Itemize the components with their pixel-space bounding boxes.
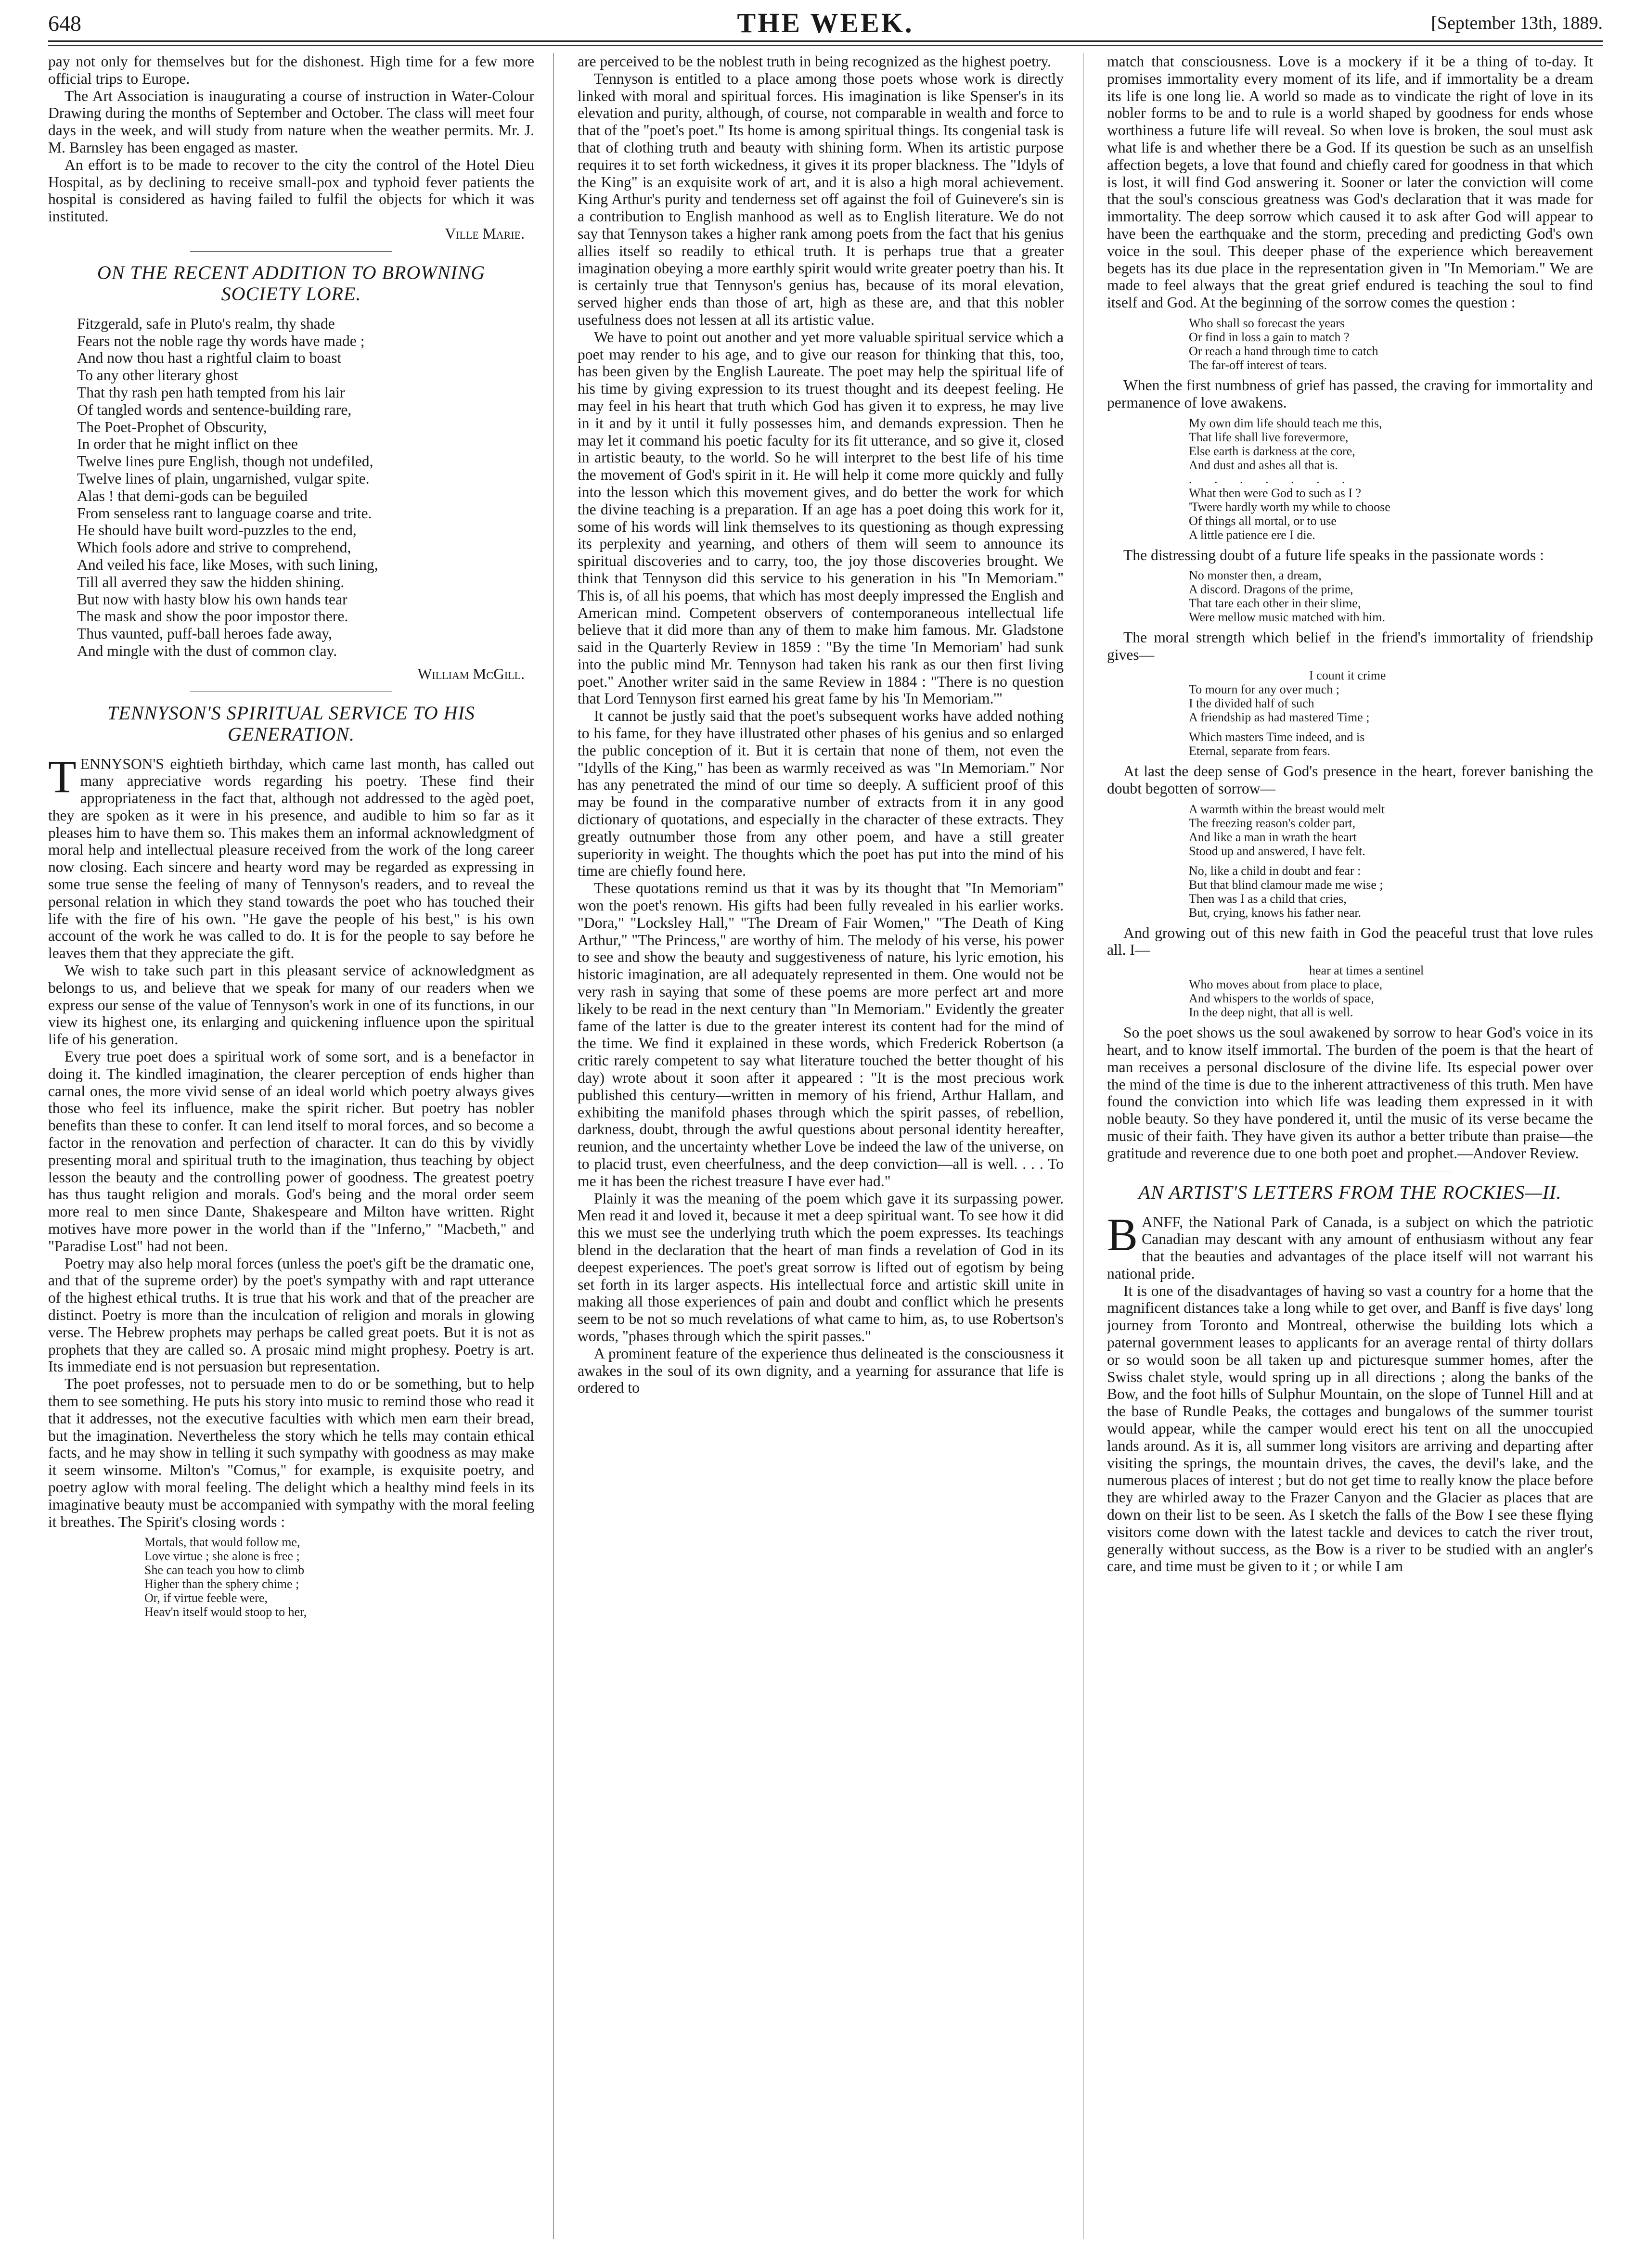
quote-line: A friendship as had mastered Time ; bbox=[1189, 710, 1370, 724]
paragraph: It cannot be justly said that the poet's subsequent works have added nothing to his fame, for they have illustrated other phases of his genius and so enlarged the public conception of it. But it is certain that none of them, not even the "Idylls of the King," has been as warmly received as was "In Memoriam." Nor has any penetrated the mind of our time so deeply. A sufficient proof of this may be found in the comparative number of extracts from it in any good dictionary of quotations, and especially in the character of these extracts. They greatly outnumber those from any other poem, and have a still greater superiority in weight. The thoughts which the poet has put into the mind of his time are chiefly found here. bbox=[578, 707, 1064, 880]
paragraph: It is one of the disadvantages of having so vast a country for a home that the magnificent distances take a long while to get over, and Banff is five days' long journey from Toronto and Montreal, otherwise the building lots which a paternal government leases to applicants for an average rental of thirty dollars or so would soon be all taken up and picturesque summer homes, after the Swiss chalet style, would spring up in all directions ; along the banks of the Bow, and the foot hills of Sulphur Mountain, on the slope of Tunnel Hill and at the base of Rundle Peaks, the cottages and bungalows of the summer tourist would appear, while the camper would erect his tent on all the unoccupied lands around. As it is, all summer long visitors are arriving and departing after visiting the springs, the mountain drives, the caves, the devil's lake, and the numerous places of interest ; but do not get time to really know the place before they are whirled away to the Frazer Canyon and the Glacier as places that are down on their list to be seen. As I sketch the falls of the Bow I see these flying visitors come down with the latest tackle and devices to catch the river trout, generally without success, as the Bow is a river to be studied with an angler's care, and time must be given to it ; or while I am bbox=[1107, 1282, 1593, 1575]
ellipsis-row: . . . . . . . bbox=[1189, 472, 1355, 486]
quotation bbox=[1189, 802, 1593, 920]
quote-line: The far-off interest of tears. bbox=[1189, 358, 1327, 372]
paragraph: We have to point out another and yet more valuable spiritual service which a poet may render to his age, and to give our reason for thinking that this, too, has been given by the English Laureate. The poet may help the spiritual life of his time by giving expression to its truest thought and its deepest feeling. He may feel in his heart that truth which God has given it to express, he may live in it and by it until it fully possesses him, and demands expression. Then he may let it command his poetic faculty for its fit utterance, and so give it, closed in artistic beauty, to the world. So he will interpret to the best life of his time the movement of God's spirit in it. He will help it come more quickly and fully into the lesson which this movement gives, and do better the work for which the divine teaching is a preparation. If an age has a poet doing this work for it, some of his words will link themselves to its questioning as though expressing its perplexity and yearning, and others of them will seem to announce its spiritual discoveries and to carry, too, the joy those discoveries brought. We think that Tennyson did this service to his generation in his "In Memoriam." This is, of all his poems, that which has most deeply impressed the English and American mind. Competent observers of contemporaneous intellectual life believe that it did more than any of them to make him famous. Mr. Gladstone said in the Quarterly Review in 1859 : "By the time 'In Memoriam' had sunk into the public mind Mr. Tennyson had taken his rank as our then first living poet." Another writer said in the same Review in 1884 : "There is no question that Lord Tennyson first earned his great fame by his 'In Memoriam.'" bbox=[578, 328, 1064, 707]
poem-line: In order that he might inflict on thee bbox=[77, 436, 298, 453]
paragraph bbox=[48, 750, 534, 962]
quote-line: Then was I as a child that cries, bbox=[1189, 891, 1347, 906]
quote-line: No, like a child in doubt and fear : bbox=[1189, 863, 1361, 878]
paragraph: These quotations remind us that it was by its thought that "In Memoriam" won the poet's renown. His gifts had been fully revealed in his earlier works. "Dora," "Locksley Hall," "The Dream of Fair Women," "The Death of King Arthur," "The Princess," are worthy of him. The melody of his verse, his power to see and show the beauty and suggestiveness of nature, his lyric emotion, his historic imagination, are all adequately represented in them. One would not be very rash in saying that some of these poems are more perfect art and more likely to be read in the next century than "In Memoriam." Evidently the greater fame of the latter is due to the greater interest its content had for the mind of the time. We find it explained in these words, which Frederick Robertson (a critic rarely competent to say what literature touched the better thought of his day) wrote about it soon after it appeared : "It is the most precious work published this century—written in memory of his friend, Arthur Hallam, and exhibiting the manifold phases through which the spirit passes, of rebellion, darkness, doubt, through the awful questions about personal identity hereafter, reunion, and the uncertainty whether Love be indeed the law of the universe, on to placid trust, even cheerfulness, and the deep conviction—all is well. . . . To me it has been the richest treasure I have ever had." bbox=[578, 880, 1064, 1190]
paragraph: A prominent feature of the experience thus delineated is the consciousness it awakes in the soul of its own dignity, and a yearning for assurance that life is ordered to bbox=[578, 1345, 1064, 1397]
quote-line: Love virtue ; she alone is free ; bbox=[144, 1549, 300, 1563]
poem-line: The mask and show the poor impostor there. bbox=[77, 608, 348, 625]
quote-line: That tare each other in their slime, bbox=[1189, 596, 1361, 611]
quotation bbox=[1189, 668, 1593, 758]
poem-line: From senseless rant to language coarse and trite. bbox=[77, 504, 372, 522]
paragraph: At last the deep sense of God's presence in the heart, forever banishing the doubt begotten of sorrow— bbox=[1107, 762, 1593, 797]
poem-line: That thy rash pen hath tempted from his lair bbox=[77, 384, 345, 401]
paragraph: An effort is to be made to recover to the city the control of the Hotel Dieu Hospital, as by declining to receive small-pox and typhoid fever patients the hospital is considered as having failed to fulfil the objects for which it was instituted. bbox=[48, 156, 534, 225]
paragraph: The distressing doubt of a future life speaks in the passionate words : bbox=[1123, 546, 1544, 564]
page-number: 648 bbox=[48, 11, 81, 36]
quote-line: The freezing reason's colder part, bbox=[1189, 816, 1356, 830]
quote-line: What then were God to such as I ? bbox=[1189, 486, 1362, 500]
paragraph bbox=[1107, 1208, 1593, 1282]
column-divider bbox=[553, 53, 554, 2239]
column-1 bbox=[48, 53, 534, 2249]
paragraph-text: ANFF, the National Park of Canada, is a subject on which the patriotic Canadian may descant with any amount of enthusiasm without any fear that the beauties and advantages of the place itself will not warrant his national pride. bbox=[1107, 1213, 1593, 1282]
page-header bbox=[48, 7, 1603, 40]
paragraph: When the first numbness of grief has passed, the craving for immortality and permanence of love awakens. bbox=[1107, 376, 1593, 411]
quotation bbox=[1189, 963, 1593, 1019]
signature: Ville Marie. bbox=[445, 225, 525, 242]
poem-line: Fears not the noble rage thy words have made ; bbox=[77, 332, 365, 349]
separator bbox=[190, 251, 392, 252]
poem-line: Alas ! that demi-gods can be beguiled bbox=[77, 487, 308, 504]
quote-line: Which masters Time indeed, and is bbox=[1189, 730, 1365, 744]
paragraph: match that consciousness. Love is a mockery if it be a thing of to-day. It promises immortality every moment of its life, and if immortality be a dream its life is one long lie. A world so made as to vindicate the right of love in its nobler forms to be and to rule is a world shaped by goodness for ends whose worthiness a future life will reveal. So when love is broken, the soul must ask what life is and whether there be a God. If its question be such as an unselfish affection begets, a love that found and chiefly cared for goodness in that which is lost, it will find God answering it. Sooner or later the conviction will come that the soul's conscious greatness was God's declaration that it was made for immortality. The deep sorrow which caused it to ask after God will appear to have been the earthquake and the storm, preceding and predicting God's own voice in the soul. This deeper phase of the experience which bereavement begets has its due place in the representation given in "In Memoriam." We are made to feel always that the great grief endured is teaching the soul to find itself and God. At the beginning of the sorrow comes the question : bbox=[1107, 53, 1593, 311]
quote-line: But that blind clamour made me wise ; bbox=[1189, 877, 1383, 892]
paragraph: The poet professes, not to persuade men to do or be something, but to help them to see something. He puts his story into music to remind those who read it that it addresses, not the executive faculties with which men earn their bread, but the imagination. Nevertheless the story which he tells may contain ethical facts, and he may show in telling it such sympathy with goodness as may make it seem winsome. Milton's "Comus," for example, is exquisite poetry, and poetry aglow with moral feeling. The delight which a healthy mind feels in its imaginative beauty must be accompanied with sympathy with the moral feeling it breathes. The Spirit's closing words : bbox=[48, 1375, 534, 1530]
quote-line: She can teach you how to climb bbox=[144, 1563, 305, 1577]
drop-cap: B bbox=[1107, 1208, 1138, 1260]
quotation bbox=[1189, 416, 1593, 542]
poem-line: Which fools adore and strive to comprehend, bbox=[77, 539, 351, 556]
paragraph: The moral strength which belief in the friend's immortality of friendship gives— bbox=[1107, 629, 1593, 664]
poem bbox=[77, 315, 534, 660]
quote-line: A discord. Dragons of the prime, bbox=[1189, 582, 1353, 597]
paragraph: Every true poet does a spiritual work of some sort, and is a benefactor in doing it. The kindled imagination, the clearer perception of ends higher than carnal ones, the more vivid sense of an ideal world which poetry always gives those who feel its influence, make the spirit richer. But poetry has nobler benefits than these to confer. It can lend itself to moral forces, and so become a factor in the renovation and perfection of character. It can do this by vividly presenting moral and spiritual truth to the imagination, thus teaching by object lesson the beauty and the controlling power of goodness. The greatest poetry has thus taught religion and morals. God's being and the moral order seem more real to men since Dante, Shakespeare and Milton have written. Right motives have more power in the world than if the "Inferno," "Macbeth," and "Paradise Lost" had not been. bbox=[48, 1048, 534, 1255]
quote-line: Else earth is darkness at the core, bbox=[1189, 444, 1355, 458]
header-rule-thin bbox=[48, 45, 1603, 46]
issue-date: [September 13th, 1889. bbox=[1431, 13, 1603, 33]
paragraph: Plainly it was the meaning of the poem which gave it its surpassing power. Men read it and loved it, because it met a deep spiritual want. To see how it did this we must see the underlying truth which the poem expresses. Its teachings blend in the declaration that the heart of man finds a revelation of God in its deepest experiences. The poet's great sorrow is lifted out of egotism by being set forth in its larger aspects. His intellectual force and artistic skill unite in making all those experiences of pain and doubt and conflict which he presents seem to be not so much revelations of what came to him, as, to use Robertson's words, "phases through which the spirit passes." bbox=[578, 1190, 1064, 1345]
quote-line: Of things all mortal, or to use bbox=[1189, 513, 1337, 528]
poem-line: And now thou hast a rightful claim to boast bbox=[77, 349, 342, 367]
quote-line: No monster then, a dream, bbox=[1189, 568, 1322, 583]
poem-line: He should have built word-puzzles to the end, bbox=[77, 522, 357, 539]
quotation bbox=[144, 1535, 534, 1619]
paragraph: are perceived to be the noblest truth in being recognized as the highest poetry. bbox=[578, 53, 1052, 70]
article-heading: ON THE RECENT ADDITION TO BROWNING SOCIETY LORE. bbox=[97, 261, 486, 305]
stanza-gap bbox=[1189, 724, 1593, 730]
quote-line: Heav'n itself would stoop to her, bbox=[144, 1605, 307, 1619]
poem-line: To any other literary ghost bbox=[77, 367, 238, 384]
quote-line: Or, if virtue feeble were, bbox=[144, 1591, 268, 1605]
article-heading: AN ARTIST'S LETTERS FROM THE ROCKIES—II. bbox=[1138, 1181, 1562, 1203]
poem-line: But now with hasty blow his own hands tear bbox=[77, 590, 347, 608]
quote-line: To mourn for any over much ; bbox=[1189, 682, 1339, 696]
quote-line: I count it crime bbox=[1309, 668, 1386, 682]
quote-line: I the divided half of such bbox=[1189, 696, 1314, 710]
poem-line: Fitzgerald, safe in Pluto's realm, thy shade bbox=[77, 315, 335, 332]
poem-line: Thus vaunted, puff-ball heroes fade away, bbox=[77, 625, 332, 642]
paragraph: The Art Association is inaugurating a course of instruction in Water-Colour Drawing during the months of September and October. The class will meet four days in the week, and will study from nature when the weather permits. Mr. J. M. Barnsley has been engaged as master. bbox=[48, 87, 534, 156]
quotation bbox=[1189, 316, 1593, 372]
poem-line: Till all averred they saw the hidden shining. bbox=[77, 573, 345, 590]
poem-line: And veiled his face, like Moses, with such lining, bbox=[77, 556, 378, 573]
paragraph: And growing out of this new faith in God the peaceful trust that love rules all. I— bbox=[1107, 924, 1593, 959]
quote-line: Or find in loss a gain to match ? bbox=[1189, 330, 1350, 344]
quote-line: Who moves about from place to place, bbox=[1189, 977, 1383, 992]
paragraph: We wish to take such part in this pleasant service of acknowledgment as belongs to us, and believe that we speak for many of our readers when we express our sense of the value of Tennyson's work in one of its functions, in our view its highest one, its enlarging and quickening influence upon the spiritual life of his generation. bbox=[48, 962, 534, 1048]
quote-line: My own dim life should teach me this, bbox=[1189, 416, 1382, 430]
quote-line: And dust and ashes all that is. bbox=[1189, 458, 1338, 472]
poem-line: Of tangled words and sentence-building rare, bbox=[77, 401, 352, 418]
drop-cap: T bbox=[48, 750, 77, 802]
quote-line: A little patience ere I die. bbox=[1189, 527, 1315, 542]
poem-line: Twelve lines of plain, ungarnished, vulgar spite. bbox=[77, 470, 370, 487]
paragraph: pay not only for themselves but for the dishonest. High time for a few more official trips to Europe. bbox=[48, 53, 534, 87]
newspaper-title: THE WEEK. bbox=[737, 7, 914, 38]
quote-line: hear at times a sentinel bbox=[1309, 963, 1424, 978]
poem-line: Twelve lines pure English, though not undefiled, bbox=[77, 453, 373, 470]
poem-line: And mingle with the dust of common clay. bbox=[77, 642, 337, 659]
quote-line: Were mellow music matched with him. bbox=[1189, 610, 1386, 625]
quote-line: A warmth within the breast would melt bbox=[1189, 802, 1385, 816]
article-heading: TENNYSON'S SPIRITUAL SERVICE TO HIS GENERATION. bbox=[107, 702, 475, 745]
column-2 bbox=[578, 53, 1064, 2249]
quote-line: But, crying, knows his father near. bbox=[1189, 905, 1362, 920]
quote-line: In the deep night, that all is well. bbox=[1189, 1005, 1353, 1020]
quote-line: And whispers to the worlds of space, bbox=[1189, 991, 1374, 1006]
quote-line: Stood up and answered, I have felt. bbox=[1189, 844, 1365, 858]
signature: William McGill. bbox=[417, 665, 525, 682]
quote-line: Who shall so forecast the years bbox=[1189, 316, 1345, 330]
quote-line: Mortals, that would follow me, bbox=[144, 1535, 300, 1550]
paragraph: So the poet shows us the soul awakened by sorrow to hear God's voice in its heart, and to know itself immortal. The burden of the poem is that the heart of man receives a personal disclosure of the divine life. Its especial power over the mind of the time is due to the inherent attractiveness of this truth. Men have found the conviction into which life was leading them expressed in it with noble beauty. So they have pondered it, until the music of its verse became the music of their faith. They have given its author a better tribute than praise—the gratitude and reverence due to one both poet and prophet.—Andover Review. bbox=[1107, 1024, 1593, 1162]
paragraph: Tennyson is entitled to a place among those poets whose work is directly linked with moral and spiritual forces. His imagination is like Spenser's in its elevation and purity, although, of course, not comparable in wealth and force to that of the "poet's poet." Its home is among spiritual things. Its congenial task is that of clothing truth and beauty with shining form. When its artistic purpose requires it to set forth wickedness, it gives it its proper blackness. The "Idyls of the King" is an exquisite work of art, and it is also a high moral achievement. King Arthur's purity and tenderness set off against the foil of Guinevere's sin is a contribution to English manhood as well as to English literature. We do not say that Tennyson takes a higher rank among poets from the fact that his genius allies itself so readily to ethical truth. It is perhaps true that a greater imagination obeying a more earthly spirit would write greater poetry than his. It is certainly true that Tennyson's genius has, because of its moral elevation, served higher ends than those of art, high as these are, and that this nobler usefulness does not lessen at all its artistic value. bbox=[578, 70, 1064, 328]
quote-line: That life shall live forevermore, bbox=[1189, 430, 1349, 444]
header-rule bbox=[48, 40, 1603, 42]
quote-line: Higher than the sphery chime ; bbox=[144, 1577, 299, 1591]
paragraph-text: ENNYSON'S eightieth birthday, which came last month, has called out many appreciative words regarding his poetry. These find their appropriateness in the fact that, although not addressed to the agèd poet, they are spoken as it were in his presence, and audible to him so far as it pleases him to have them so. This makes them an informal acknowledgment of moral help and intellectual pleasure received from the work of the long career now closing. Each sincere and hearty word may be regarded as expressing in some true sense the feeling of many of Tennyson's readers, and to reveal the personal relation in which they stand towards the poet who has touched their life with the fire of his own. "He gave the people of his best," is his own account of the work he was called to do. It is for the people to say before he leaves them that they appreciate the gift. bbox=[48, 755, 534, 962]
paragraph: Poetry may also help moral forces (unless the poet's gift be the dramatic one, and that of the supreme order) by the poet's sympathy with and rapt utterance of the highest ethical truths. It is true that his work and that of the preacher are distinct. Poetry is more than the inculcation of religion and morals in glowing verse. The Hebrew prophets may perhaps be called great poets. But it is not as prophets that they are called so. A prosaic mind might prophesy. Poetry is art. Its immediate end is not persuasion but representation. bbox=[48, 1255, 534, 1375]
quotation bbox=[1189, 568, 1593, 624]
stanza-gap bbox=[1189, 858, 1593, 864]
quote-line: Eternal, separate from fears. bbox=[1189, 743, 1330, 758]
quote-line: Or reach a hand through time to catch bbox=[1189, 344, 1378, 358]
poem-line: The Poet-Prophet of Obscurity, bbox=[77, 418, 267, 436]
column-3 bbox=[1107, 53, 1593, 2249]
quote-line: And like a man in wrath the heart bbox=[1189, 830, 1357, 844]
quote-line: 'Twere hardly worth my while to choose bbox=[1189, 500, 1390, 514]
